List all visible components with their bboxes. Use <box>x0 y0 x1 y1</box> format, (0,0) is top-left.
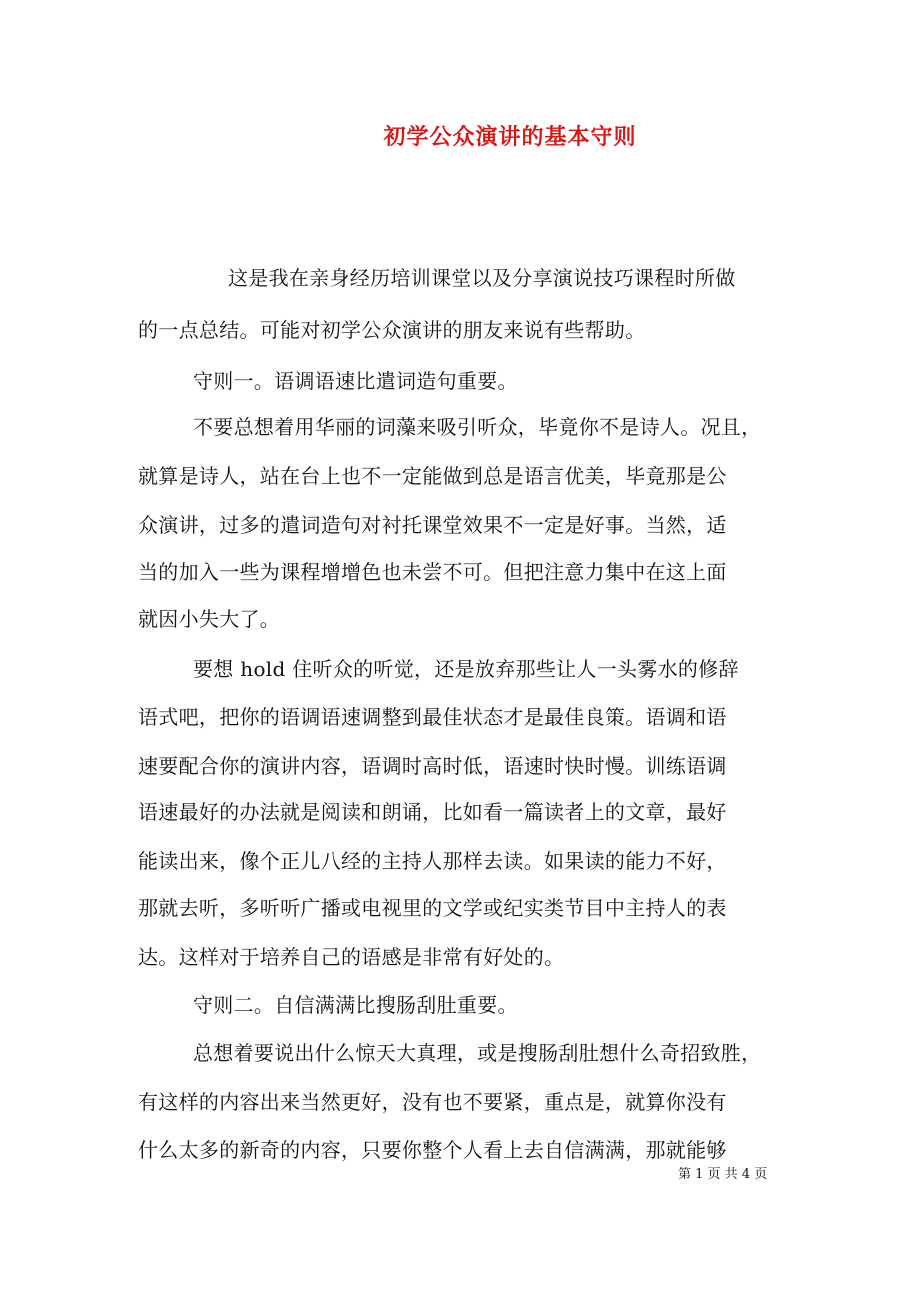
page-number-footer: 第 1 页 共 4 页 <box>678 1167 768 1182</box>
body-line-2: 的一点总结。可能对初学公众演讲的朋友来说有些帮助。 <box>138 318 646 342</box>
body-line-12: 语速最好的办法就是阅读和朗诵，比如看一篇读者上的文章，最好 <box>138 800 727 824</box>
body-line-6: 众演讲，过多的遣词造句对衬托课堂效果不一定是好事。当然，适 <box>138 513 727 537</box>
rule-one-heading: 守则一。语调语速比遣词造句重要。 <box>193 369 518 393</box>
body-line-18: 有这样的内容出来当然更好，没有也不要紧，重点是，就算你没有 <box>138 1090 727 1114</box>
body-line-9: 要想 hold 住听众的听觉，还是放弃那些让人一头雾水的修辞 <box>193 657 739 681</box>
body-line-10: 语式吧，把你的语调语速调整到最佳状态才是最佳良策。语调和语 <box>138 705 727 729</box>
body-line-4: 不要总想着用华丽的词藻来吸引听众，毕竟你不是诗人。况且， <box>193 415 762 439</box>
body-line-14: 那就去听，多听听广播或电视里的文学或纪实类节目中主持人的表 <box>138 896 727 920</box>
body-line-13: 能读出来，像个正儿八经的主持人那样去读。如果读的能力不好， <box>138 849 727 873</box>
body-line-15: 达。这样对于培养自己的语感是非常有好处的。 <box>138 945 565 969</box>
body-line-1: 这是我在亲身经历培训课堂以及分享演说技巧课程时所做 <box>228 266 736 290</box>
document-title: 初学公众演讲的基本守则 <box>383 124 637 150</box>
body-line-8: 就因小失大了。 <box>138 607 281 631</box>
body-line-11: 速要配合你的演讲内容，语调时高时低，语速时快时慢。训练语调 <box>138 754 727 778</box>
body-line-19: 什么太多的新奇的内容，只要你整个人看上去自信满满，那就能够 <box>138 1138 727 1162</box>
body-line-17: 总想着要说出什么惊天大真理，或是搜肠刮肚想什么奇招致胜， <box>193 1041 762 1065</box>
rule-two-heading: 守则二。自信满满比搜肠刮肚重要。 <box>193 993 518 1017</box>
body-line-5: 就算是诗人，站在台上也不一定能做到总是语言优美，毕竟那是公 <box>138 464 727 488</box>
body-line-7: 当的加入一些为课程增增色也未尝不可。但把注意力集中在这上面 <box>138 560 727 584</box>
